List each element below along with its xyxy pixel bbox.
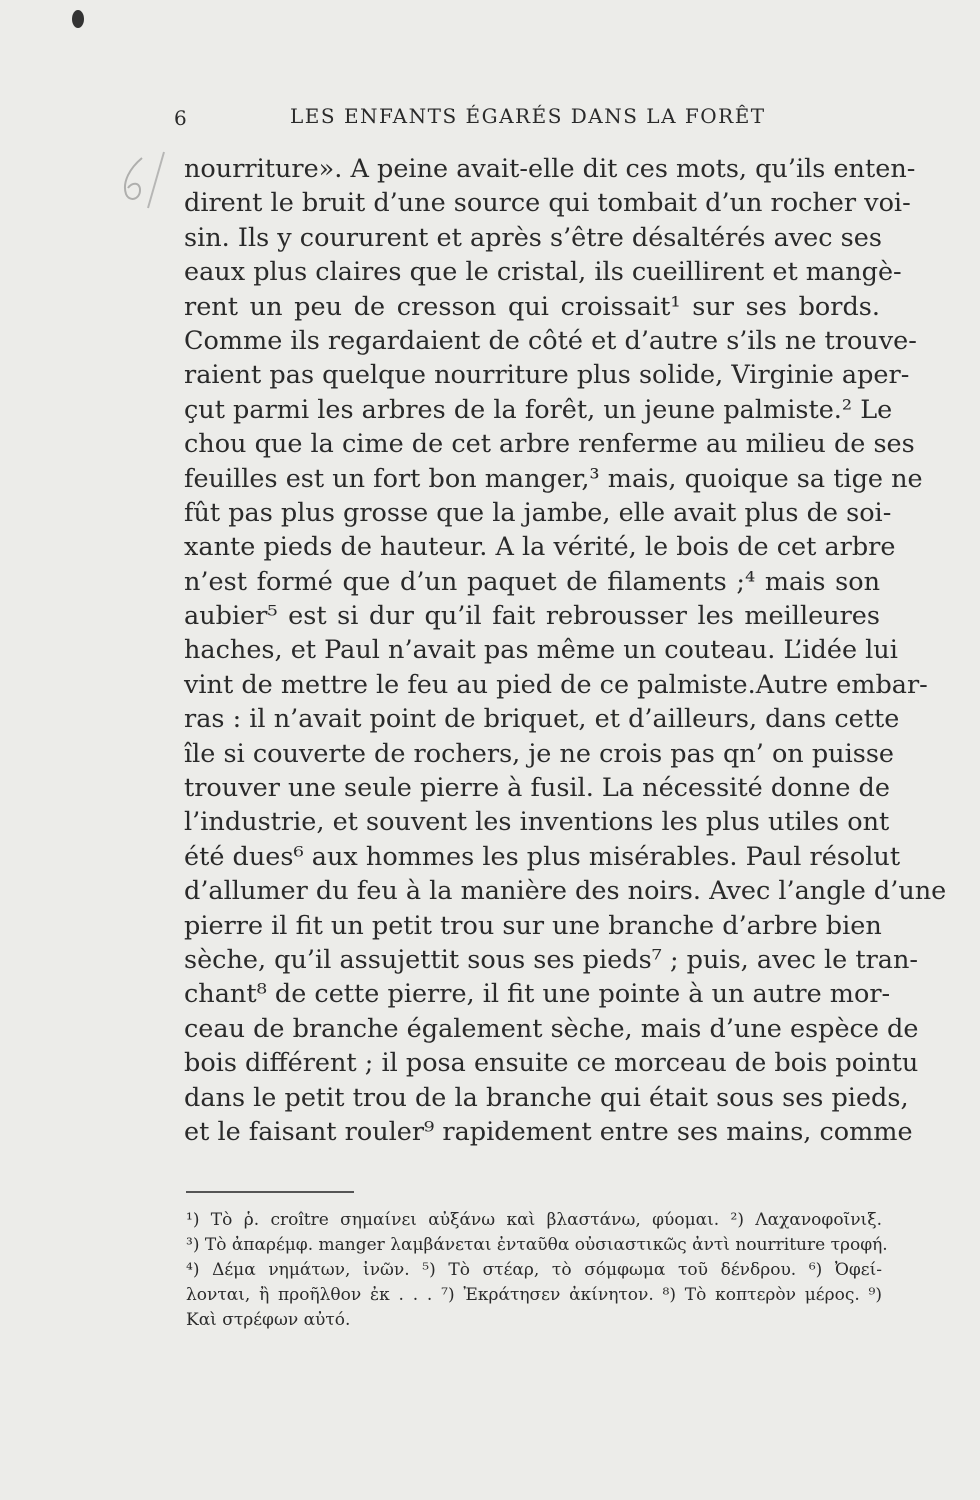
text-line: feuilles est un fort bon manger,³ mais, quoique sa tige ne bbox=[184, 463, 923, 494]
text-line: et le faisant rouler⁹ rapidement entre ses mains, comme bbox=[184, 1116, 913, 1147]
body-text bbox=[184, 152, 947, 1149]
ink-spot bbox=[72, 10, 84, 28]
text-line: chant⁸ de cette pierre, il fit une pointe à un autre mor- bbox=[184, 979, 891, 1010]
running-head bbox=[174, 104, 880, 134]
footnotes bbox=[186, 1208, 888, 1333]
text-line: aubier⁵ est si dur qu’il fait rebrousser les meilleures bbox=[184, 601, 880, 632]
text-line: fût pas plus grosse que la jambe, elle avait plus de soi- bbox=[184, 497, 892, 528]
text-line: sin. Ils y coururent et après s’être désaltérés avec ses bbox=[184, 222, 882, 253]
footnote-line: λονται, ἢ προῆλθον ἐκ . . . ⁷) Ἐκράτησεν ἀκίνητον. ⁸) Τὸ κοπτερὸν μέρος. ⁹) bbox=[186, 1285, 882, 1305]
page-number: 6 bbox=[174, 106, 188, 130]
text-line: raient pas quelque nourriture plus solide, Virginie aper- bbox=[184, 360, 910, 391]
footnote-line: ³) Τὸ ἀπαρέμφ. manger λαμβάνεται ἐνταῦθα οὐσιαστικῶς ἀντὶ nourriture τροφή. bbox=[186, 1235, 888, 1255]
text-line: dirent le bruit d’une source qui tombait d’un rocher voi- bbox=[184, 188, 911, 219]
footnote-line: Καὶ στρέφων αὐτό. bbox=[186, 1310, 351, 1330]
text-line: chou que la cime de cet arbre renferme au milieu de ses bbox=[184, 429, 915, 460]
text-line: sèche, qu’il assujettit sous ses pieds⁷ ; puis, avec le tran- bbox=[184, 944, 918, 975]
text-line: bois différent ; il posa ensuite ce morceau de bois pointu bbox=[184, 1048, 919, 1079]
text-line: île si couverte de rochers, je ne crois pas qn’ on puisse bbox=[184, 738, 895, 769]
text-line: ras : il n’avait point de briquet, et d’ailleurs, dans cette bbox=[184, 704, 900, 735]
footnote-rule bbox=[186, 1191, 354, 1193]
text-line: n’est formé que d’un paquet de filaments ;⁴ mais son bbox=[184, 566, 880, 597]
pencil-mark-icon bbox=[112, 150, 172, 210]
text-line: été dues⁶ aux hommes les plus misérables. Paul résolut bbox=[184, 841, 901, 872]
footnote-line: ⁴) Δέμα νημάτων, ἰνῶν. ⁵) Τὸ στέαρ, τὸ σόμφωμα τοῦ δένδρου. ⁶) Ὀφεί- bbox=[186, 1260, 882, 1280]
text-line: d’allumer du feu à la manière des noirs. Avec l’angle d’une bbox=[184, 876, 947, 907]
running-title: LES ENFANTS ÉGARÉS DANS LA FORÊT bbox=[290, 104, 766, 128]
text-line: trouver une seule pierre à fusil. La nécessité donne de bbox=[184, 773, 890, 804]
text-line: ceau de branche également sèche, mais d’une espèce de bbox=[184, 1013, 919, 1044]
text-line: çut parmi les arbres de la forêt, un jeune palmiste.² Le bbox=[184, 394, 893, 425]
text-line: l’industrie, et souvent les inventions les plus utiles ont bbox=[184, 807, 890, 838]
text-line: rent un peu de cresson qui croissait¹ sur ses bords. bbox=[184, 291, 880, 322]
text-line: vint de mettre le feu au pied de ce palmiste.Autre embar- bbox=[184, 669, 928, 700]
footnote-line: ¹) Τὸ ῥ. croître σημαίνει αὐξάνω καὶ βλαστάνω, φύομαι. ²) Λαχανοφοῖνιξ. bbox=[186, 1210, 882, 1230]
text-line: dans le petit trou de la branche qui était sous ses pieds, bbox=[184, 1082, 909, 1113]
text-line: eaux plus claires que le cristal, ils cueillirent et mangè- bbox=[184, 257, 902, 288]
text-line: haches, et Paul n’avait pas même un couteau. L’idée lui bbox=[184, 635, 898, 666]
text-line: Comme ils regardaient de côté et d’autre s’ils ne trouve- bbox=[184, 325, 917, 356]
text-line: xante pieds de hauteur. A la vérité, le bois de cet arbre bbox=[184, 532, 896, 563]
text-line: pierre il fit un petit trou sur une branche d’arbre bien bbox=[184, 910, 882, 941]
text-line: nourriture». A peine avait-elle dit ces mots, qu’ils enten- bbox=[184, 154, 916, 184]
